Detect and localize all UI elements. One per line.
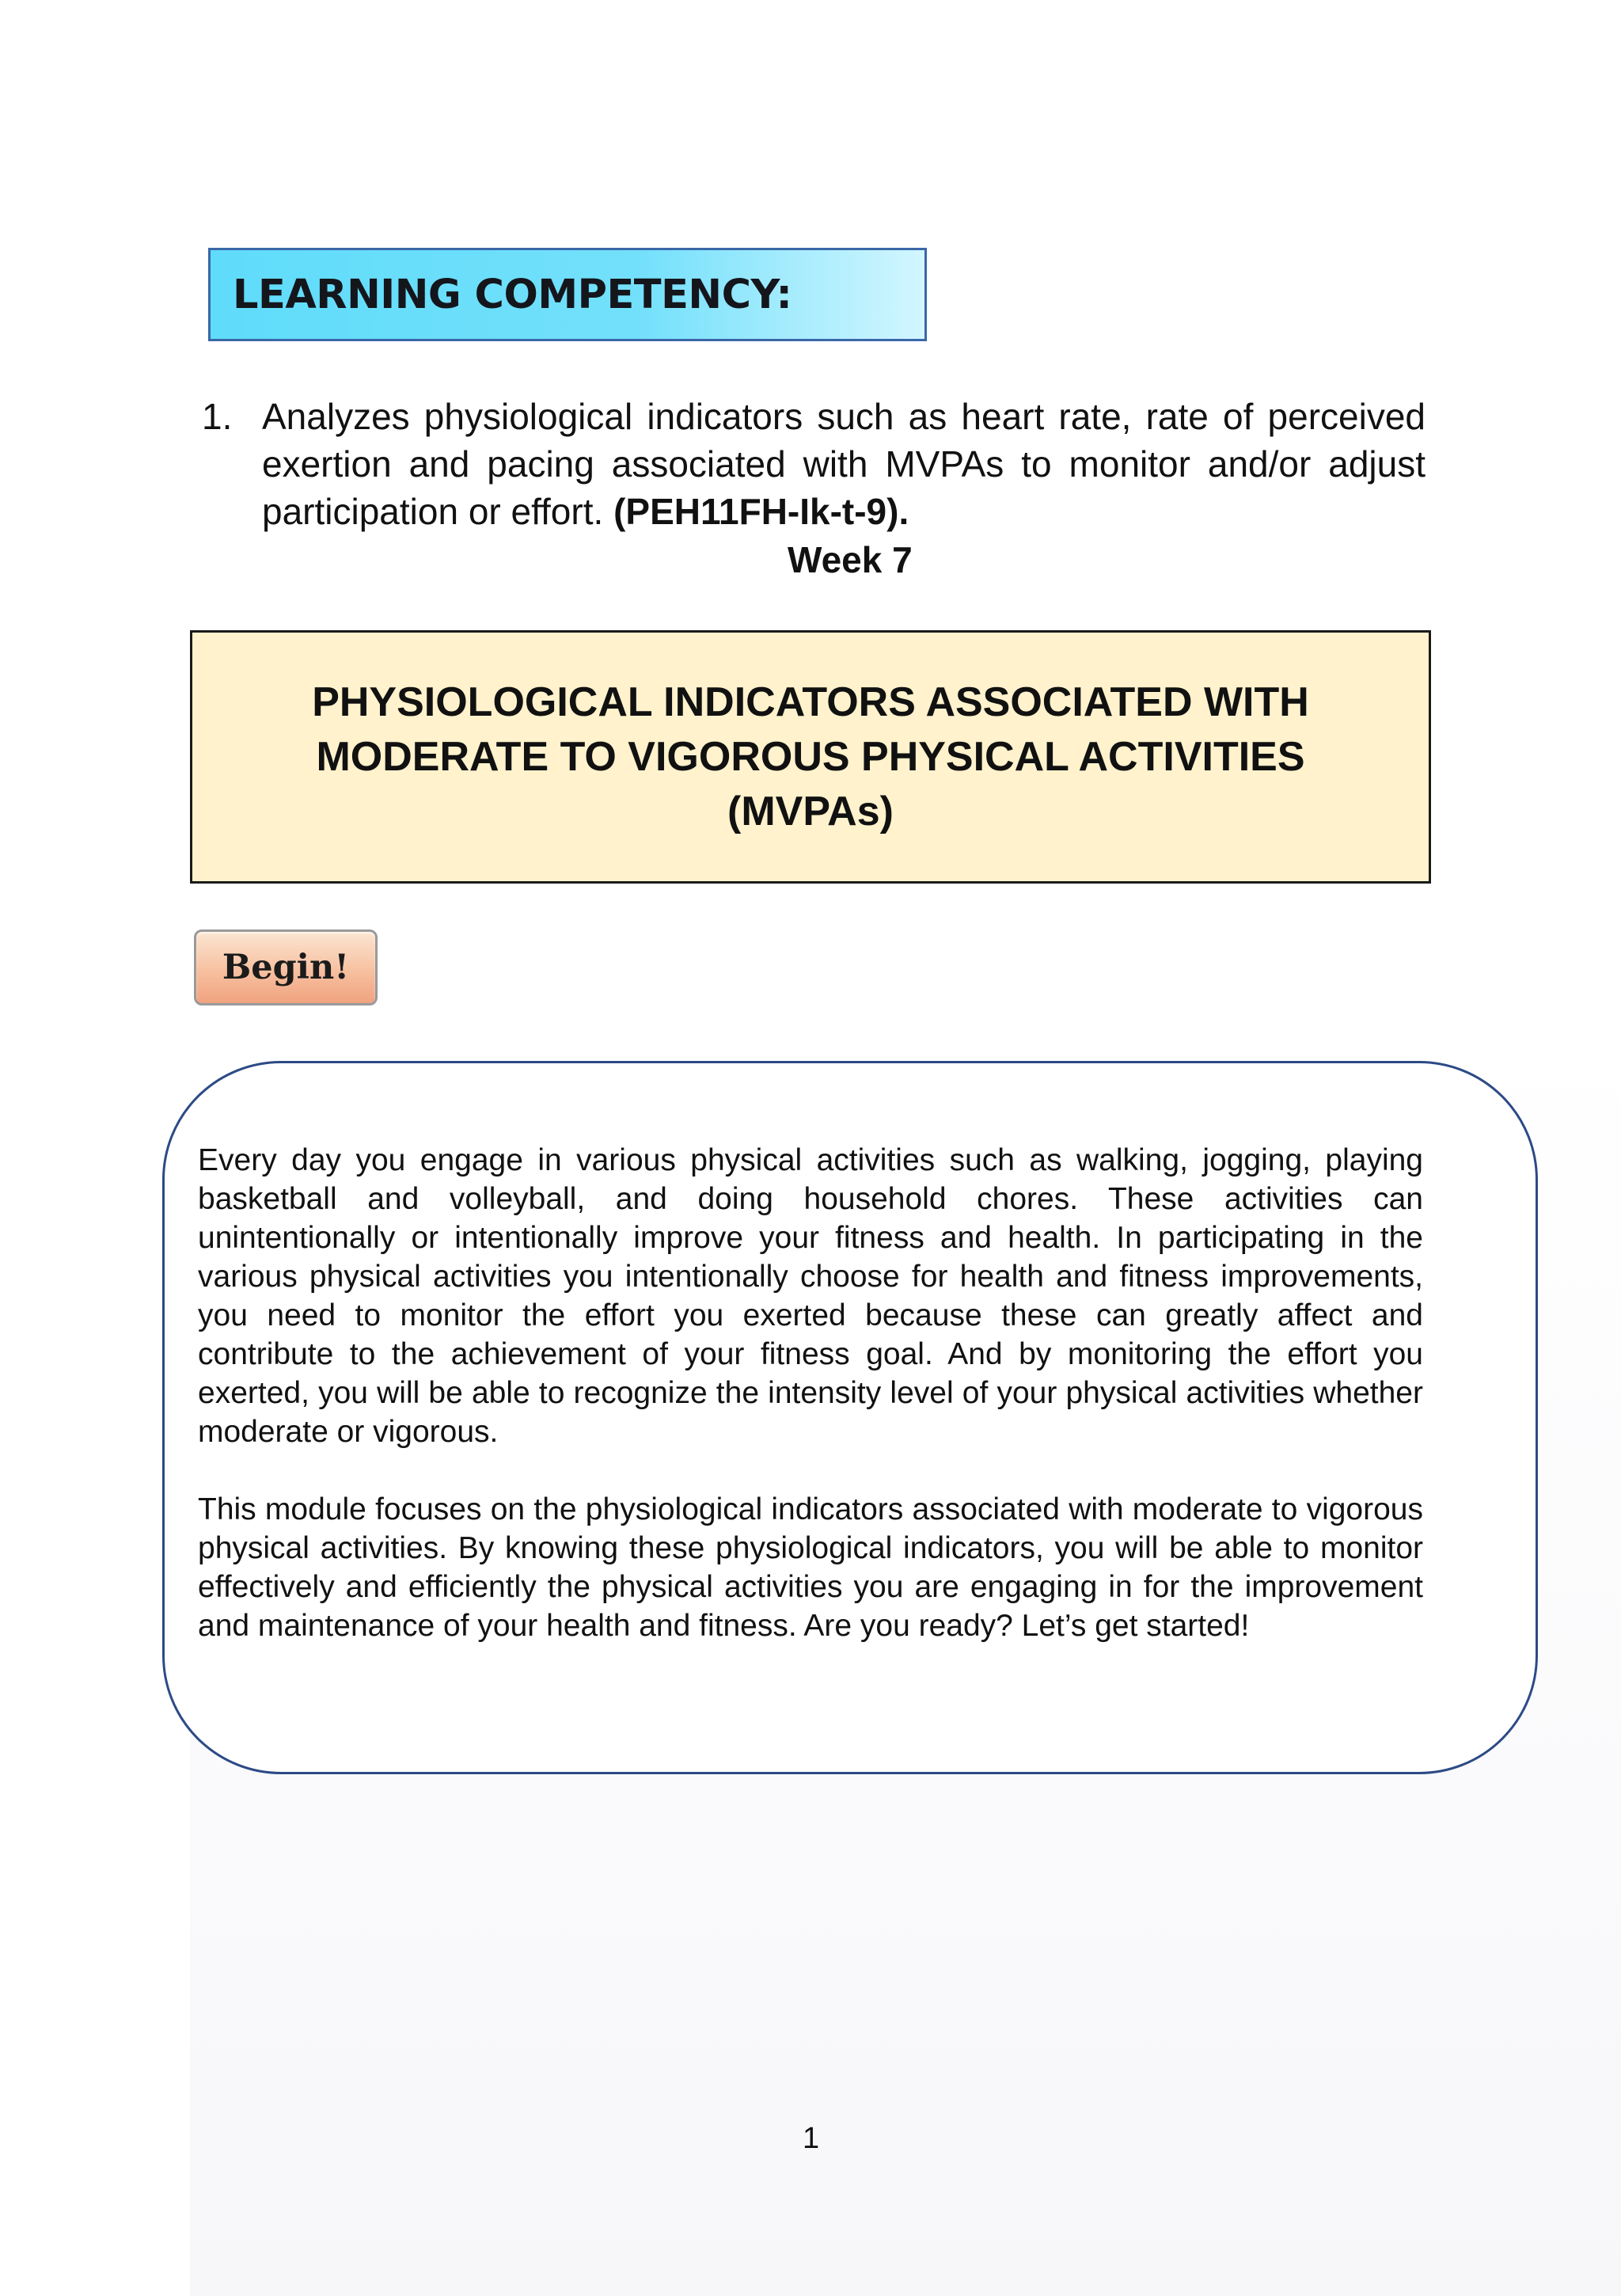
lesson-title-line-3: (MVPAs) — [727, 788, 894, 834]
lesson-title — [312, 675, 1309, 839]
objective-number: 1. — [202, 396, 233, 437]
learning-competency-title: LEARNING COMPETENCY: — [233, 271, 792, 318]
objective-text-block — [262, 393, 1425, 535]
competency-objective — [202, 393, 1425, 535]
learning-competency-banner — [208, 248, 927, 341]
intro-paragraph-2: This module focuses on the physiological indicators associated with moderate to vigorous physical activities. By knowing these physiological indicators, you will be able to monitor effectively and efficiently the physical activities you are engaging in for the improvement and maintenance of your health and fitness. Are you ready? Let’s get started! — [198, 1492, 1423, 1643]
begin-button[interactable] — [194, 929, 378, 1005]
intro-paragraph-1: Every day you engage in various physical activities such as walking, jogging, playing basketball and volleyball, and doing household chores. These activities can unintentionally or intentionally improve your fitness and health. In participating in the various physical activities you intentionally choose for health and fitness improvements, you need to monitor the effort you exerted because these can greatly affect and contribute to the achievement of your fitness goal. And by monitoring the effort you exerted, you will be able to recognize the intensity level of your physical activities whether moderate or vigorous. — [198, 1143, 1423, 1449]
introduction-text — [198, 1141, 1423, 1684]
week-label: Week 7 — [788, 539, 913, 580]
begin-button-label: Begin! — [222, 948, 350, 987]
lesson-title-box — [190, 630, 1431, 884]
page-number: 1 — [803, 2122, 820, 2155]
objective-text: Analyzes physiological indicators such as heart rate, rate of perceived exertion and pacing associated with MVPAs to monitor and/or adjust participation or effort. — [262, 396, 1425, 532]
lesson-title-line-1: PHYSIOLOGICAL INDICATORS ASSOCIATED WITH — [312, 679, 1309, 725]
competency-code: (PEH11FH-Ik-t-9). — [613, 491, 909, 532]
lesson-title-line-2: MODERATE TO VIGOROUS PHYSICAL ACTIVITIES — [316, 733, 1305, 780]
